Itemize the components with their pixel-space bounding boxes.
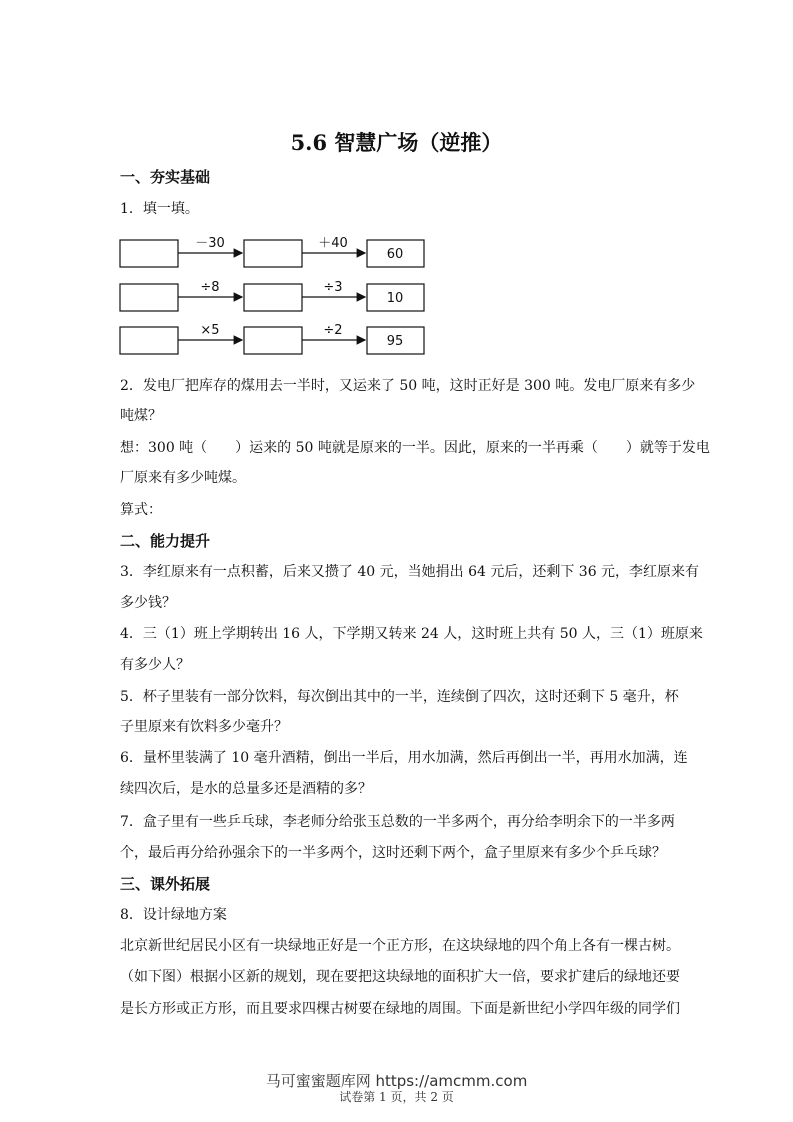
q1-row2-blank-box2 — [244, 284, 302, 311]
q1-row1-op1: －30 — [195, 236, 225, 251]
q1-row1-result: 60 — [386, 247, 404, 262]
q7-line1: 7．盒子里有一些乒乓球，李老师分给张玉总数的一半多两个，再分给李明余下的一半多两 — [120, 814, 675, 830]
q1-row3-blank-box2 — [244, 327, 302, 354]
q2-formula-label: 算式： — [120, 502, 162, 518]
section-heading-improve: 二、能力提升 — [120, 532, 211, 550]
q3-line2: 多少钱？ — [120, 595, 176, 611]
q6-line1: 6．量杯里装满了 10 毫升酒精，倒出一半后，用水加满，然后再倒出一半，再用水加满，连 — [120, 750, 688, 766]
q1-flow-diagram — [118, 228, 438, 360]
q5-line1: 5．杯子里装有一部分饮料，每次倒出其中的一半，连续倒了四次，这时还剩下 5 毫升，杯 — [120, 689, 679, 705]
q7-line2: 个，最后再分给孙强余下的一半多两个，这时还剩下两个，盒子里原来有多少个乒乓球？ — [120, 845, 666, 861]
watermark-text: 马可蜜蜜题库网 https://amcmm.com — [265, 1072, 528, 1090]
q1-label: 1．填一填。 — [120, 201, 199, 217]
q6-line2: 续四次后，是水的总量多还是酒精的多？ — [120, 781, 372, 797]
q2-line2: 吨煤？ — [120, 408, 162, 424]
q3-line1: 3．李红原来有一点积蓄，后来又攒了 40 元，当她捐出 64 元后，还剩下 36 元，李红原来有 — [120, 564, 700, 580]
q1-row2-result: 10 — [386, 291, 404, 306]
q1-row1-op2: ＋40 — [318, 236, 348, 251]
q8-line1: 北京新世纪居民小区有一块绿地正好是一个正方形，在这块绿地的四个角上各有一棵古树。 — [120, 938, 680, 954]
q8-label: 8．设计绿地方案 — [120, 907, 227, 923]
q8-line2: （如下图）根据小区新的规划，现在要把这块绿地的面积扩大一倍，要求扩建后的绿地还要 — [120, 969, 680, 985]
q1-row2-blank-box1 — [120, 284, 178, 311]
q2-line1: 2．发电厂把库存的煤用去一半时，又运来了 50 吨，这时正好是 300 吨。发电厂原来有多少 — [120, 378, 696, 394]
page-number: 试卷第 1 页，共 2 页 — [339, 1090, 454, 1104]
q1-row3-result: 95 — [386, 334, 404, 349]
q1-row2-op2: ÷3 — [323, 280, 343, 295]
section-heading-extension: 三、课外拓展 — [120, 875, 211, 893]
q1-row3-op1: ×5 — [200, 323, 220, 338]
q1-row1-blank-box2 — [244, 240, 302, 267]
q1-row3-blank-box1 — [120, 327, 178, 354]
section-heading-basics: 一、夯实基础 — [120, 168, 211, 186]
q5-line2: 子里原来有饮料多少毫升？ — [120, 719, 288, 735]
q4-line1: 4．三（1）班上学期转出 16 人，下学期又转来 24 人，这时班上共有 50 人，三（1）班原来 — [120, 626, 703, 642]
q1-row2-op1: ÷8 — [200, 280, 220, 295]
q1-row1-blank-box1 — [120, 240, 178, 267]
q1-row3-op2: ÷2 — [323, 323, 343, 338]
q4-line2: 有多少人？ — [120, 657, 190, 673]
q8-line3: 是长方形或正方形，而且要求四棵古树要在绿地的周围。下面是新世纪小学四年级的同学们 — [120, 1001, 680, 1017]
q2-think-line1: 想：300 吨（ ）运来的 50 吨就是原来的一半。因此，原来的一半再乘（ ）就等于发电 — [120, 440, 710, 456]
q2-think-line2: 厂原来有多少吨煤。 — [120, 470, 246, 486]
page-title: 5.6 智慧广场（逆推） — [290, 130, 503, 155]
